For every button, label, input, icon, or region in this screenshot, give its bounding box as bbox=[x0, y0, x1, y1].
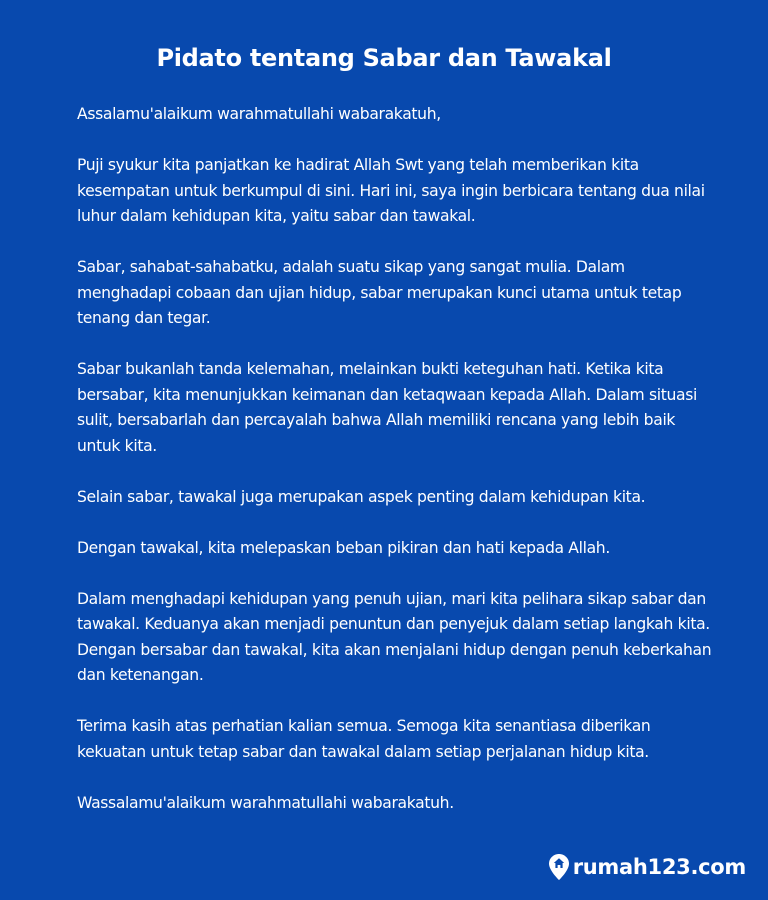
paragraph-call-to-action: Dalam menghadapi kehidupan yang penuh ujian, mari kita pelihara sikap sabar dan tawakal. Keduanya akan menjadi penuntun dan penyejuk dalam setiap langkah kita. Dengan bersabar dan tawakal, kita akan menjalani hidup dengan penuh keberkahan dan ketenangan. bbox=[77, 589, 712, 684]
paragraph-tawakal-meaning: Dengan tawakal, kita melepaskan beban pikiran dan hati kepada Allah. bbox=[77, 538, 610, 557]
map-pin-house-icon bbox=[549, 854, 569, 880]
speech-body bbox=[77, 102, 717, 842]
paragraph-closing-greeting: Wassalamu'alaikum warahmatullahi wabarakatuh. bbox=[77, 793, 454, 812]
page-title: Pidato tentang Sabar dan Tawakal bbox=[156, 44, 612, 72]
paragraph-sabar-strength: Sabar bukanlah tanda kelemahan, melainkan bukti keteguhan hati. Ketika kita bersabar, kita menunjukkan keimanan dan ketaqwaan kepada Allah. Dalam situasi sulit, bersabarlah dan percayalah bahwa Allah memiliki rencana yang lebih baik untuk kita. bbox=[77, 360, 697, 455]
paragraph-tawakal-intro: Selain sabar, tawakal juga merupakan aspek penting dalam kehidupan kita. bbox=[77, 487, 646, 506]
paragraph-gratitude: Puji syukur kita panjatkan ke hadirat Allah Swt yang telah memberikan kita kesempatan untuk berkumpul di sini. Hari ini, saya ingin berbicara tentang dua nilai luhur dalam kehidupan kita, yaitu sabar dan tawakal. bbox=[77, 156, 705, 225]
brand-logo bbox=[549, 854, 746, 880]
paragraph-opening-greeting: Assalamu'alaikum warahmatullahi wabarakatuh, bbox=[77, 105, 441, 123]
paragraph-sabar-definition: Sabar, sahabat-sahabatku, adalah suatu sikap yang sangat mulia. Dalam menghadapi cobaan dan ujian hidup, sabar merupakan kunci utama untuk tetap tenang dan tegar. bbox=[77, 258, 682, 327]
brand-name: rumah123.com bbox=[572, 855, 746, 879]
paragraph-thanks: Terima kasih atas perhatian kalian semua. Semoga kita senantiasa diberikan kekuatan untuk tetap sabar dan tawakal dalam setiap perjalanan hidup kita. bbox=[77, 717, 651, 761]
